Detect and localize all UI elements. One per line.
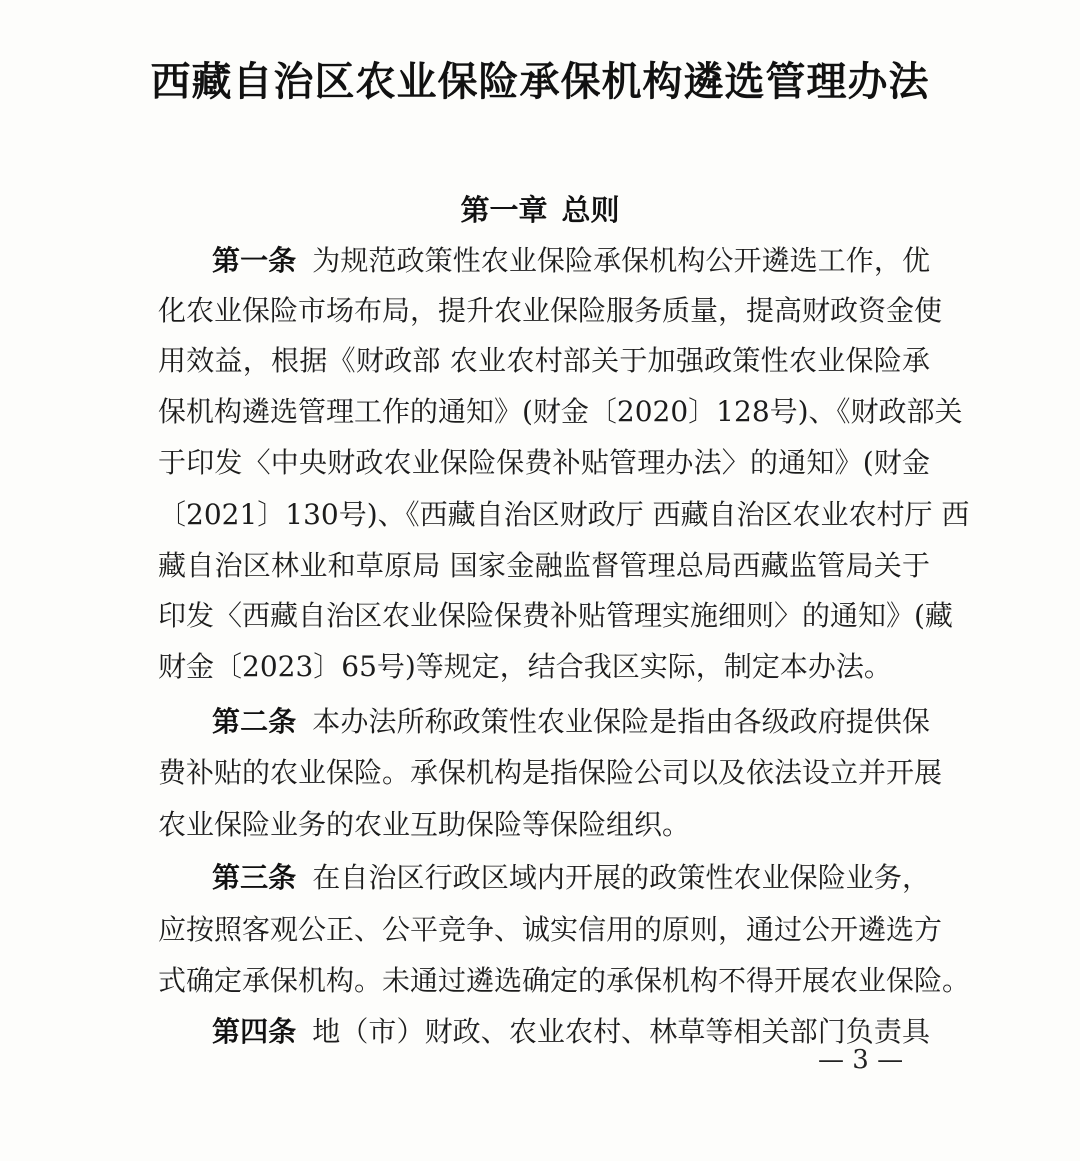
article-3-line-2: 应按照客观公正、公平竞争、诚实信用的原则，通过公开遴选方 <box>158 913 943 946</box>
article-1-line-3: 用效益，根据《财政部 农业农村部关于加强政策性农业保险承 <box>158 344 930 377</box>
article-4-label: 第四条 <box>212 1015 297 1048</box>
article-3-label: 第三条 <box>212 861 297 894</box>
document-title: 西藏自治区农业保险承保机构遴选管理办法 <box>150 59 930 105</box>
article-3-line-1: 第三条 在自治区行政区域内开展的政策性农业保险业务， <box>212 861 930 894</box>
article-1-line-4: 保机构遴选管理工作的通知》(财金〔2020〕128号)、《财政部关 <box>158 395 963 428</box>
chapter-number: 第一章 <box>460 193 548 227</box>
article-3-line-3: 式确定承保机构。未通过遴选确定的承保机构不得开展农业保险。 <box>158 964 971 997</box>
chapter-heading <box>0 188 1080 229</box>
article-1-line-9: 财金〔2023〕65号)等规定，结合我区实际，制定本办法。 <box>158 650 892 683</box>
article-1-line-5: 于印发〈中央财政农业保险保费补贴管理办法〉的通知》(财金 <box>158 446 930 479</box>
article-1-line-8: 印发〈西藏自治区农业保险保费补贴管理实施细则〉的通知》(藏 <box>158 599 953 632</box>
article-1-line-2: 化农业保险市场布局，提升农业保险服务质量，提高财政资金使 <box>158 294 943 327</box>
article-1-label: 第一条 <box>212 244 297 277</box>
page-number: — 3 — <box>818 1045 904 1075</box>
article-2-line-3: 农业保险业务的农业互助保险等保险组织。 <box>158 808 691 841</box>
article-2-line-2: 费补贴的农业保险。承保机构是指保险公司以及依法设立并开展 <box>158 756 943 789</box>
chapter-name: 总则 <box>561 193 620 227</box>
article-1-line-1: 第一条 为规范政策性农业保险承保机构公开遴选工作，优 <box>212 244 930 277</box>
article-2-line-1: 第二条 本办法所称政策性农业保险是指由各级政府提供保 <box>212 705 930 738</box>
article-1-line-7: 藏自治区林业和草原局 国家金融监督管理总局西藏监管局关于 <box>158 549 930 582</box>
article-1-line-6: 〔2021〕130号)、《西藏自治区财政厅 西藏自治区农业农村厅 西 <box>158 498 970 531</box>
article-2-label: 第二条 <box>212 705 297 738</box>
article-4-line-1: 第四条 地（市）财政、农业农村、林草等相关部门负责具 <box>212 1015 930 1048</box>
